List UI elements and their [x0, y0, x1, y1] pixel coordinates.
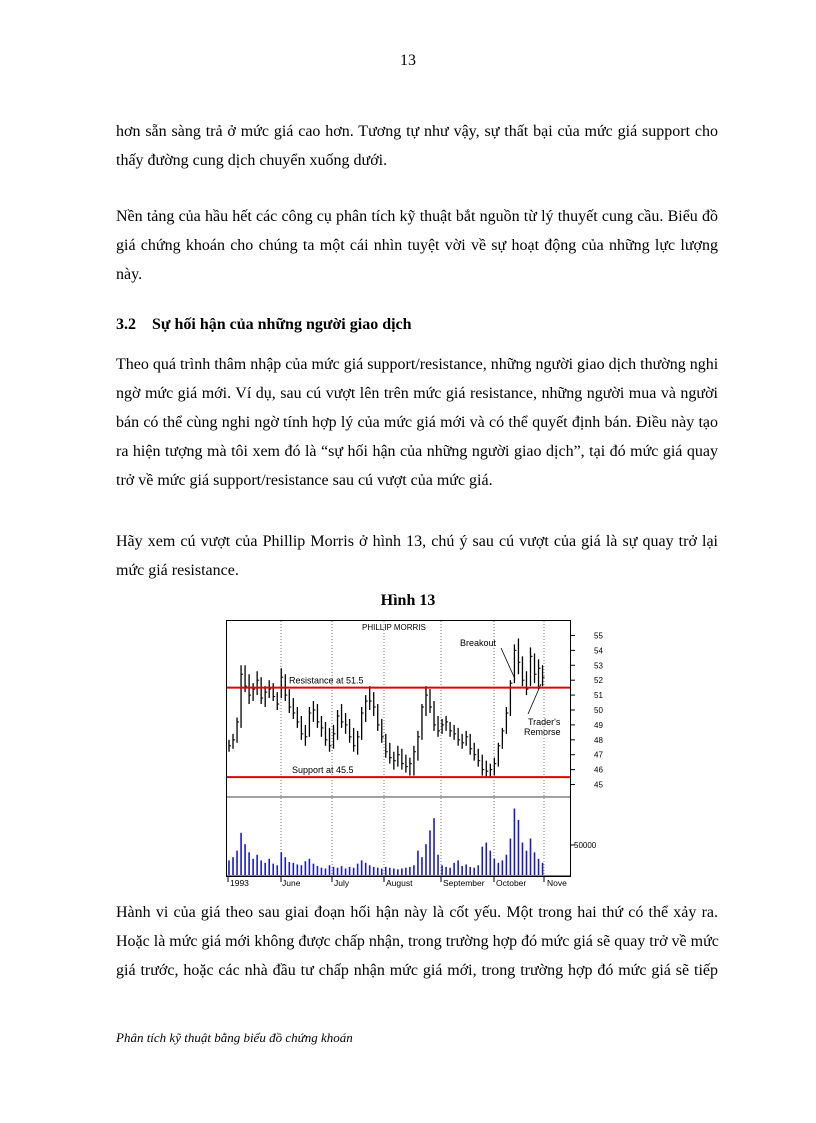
y-tick-label: 53: [594, 661, 603, 671]
breakout-label: Breakout: [460, 638, 497, 648]
y-tick-label: 49: [594, 720, 603, 730]
paragraph-3: [116, 350, 718, 495]
text-line: Hoặc là mức giá mới không được chấp nhận, trong trường hợp đó mức giá sẽ quay trở về mức: [116, 933, 719, 950]
y-tick-label: 50: [594, 706, 603, 715]
page-number: 13: [400, 52, 416, 69]
y-tick-label: 55: [594, 631, 603, 641]
text-line: ra hiện tượng mà tôi xem đó là “sự hối hận của những người giao dịch”, tại đó mức giá quay: [116, 443, 718, 460]
paragraph-5: [116, 898, 718, 985]
text-line: này.: [116, 266, 143, 283]
paragraph-1: [116, 117, 718, 175]
x-tick-label: July: [334, 878, 350, 888]
x-tick-label: June: [282, 878, 301, 888]
text-line: bán có thể cùng nghi ngờ tính hợp lý của mức giá mới và có thể quyết định bán. Điều này tạo: [116, 414, 718, 431]
y-tick-label: 47: [594, 750, 603, 760]
remorse-label-1: Trader's: [528, 717, 561, 727]
figure-title: Hình 13: [380, 592, 436, 609]
section-heading: [116, 316, 412, 334]
text-line: hơn sẵn sàng trả ở mức giá cao hơn. Tương tự như vậy, sự thất bại của mức giá support cho: [116, 123, 718, 140]
resistance-label: Resistance at 51.5: [289, 675, 364, 686]
remorse-label-2: Remorse: [524, 727, 561, 737]
text-line: Hãy xem cú vượt của Phillip Morris ở hình 13, chú ý sau cú vượt của giá là sự quay trở lại: [116, 533, 718, 550]
stock-chart-svg: [226, 620, 603, 890]
section-number: 3.2: [116, 316, 136, 333]
text-line: giá trước, hoặc các nhà đầu tư chấp nhận mức giá mới, trong trường hợp đó mức giá sẽ tiếp: [116, 962, 718, 979]
y-tick-label: 45: [594, 780, 603, 790]
x-tick-label: October: [496, 878, 527, 888]
stock-chart: [226, 620, 603, 890]
text-line: Theo quá trình thâm nhập của mức giá support/resistance, những người giao dịch thường nghi: [116, 356, 719, 373]
volume-tick-label: 50000: [574, 841, 597, 850]
text-line: thấy đường cung dịch chuyển xuống dưới.: [116, 152, 388, 169]
text-line: mức giá resistance.: [116, 562, 239, 579]
support-label: Support at 45.5: [292, 765, 354, 776]
section-title: Sự hối hận của những người giao dịch: [152, 316, 412, 333]
y-axis-ticks: [570, 631, 603, 789]
x-tick-label: 1993: [230, 878, 249, 888]
y-tick-label: 52: [594, 676, 603, 686]
text-line: Hành vi của giá theo sau giai đoạn hối hận này là cốt yếu. Một trong hai thứ có thể xảy ra.: [116, 904, 718, 921]
y-tick-label: 54: [594, 646, 603, 656]
text-line: Nền tảng của hầu hết các công cụ phân tích kỹ thuật bắt nguồn từ lý thuyết cung cầu. Biểu đồ: [116, 208, 718, 225]
x-tick-label: Nove: [547, 878, 567, 888]
text-line: trở về mức giá support/resistance sau cú vượt của mức giá.: [116, 472, 493, 489]
y-tick-label: 51: [594, 691, 603, 701]
y-tick-label: 46: [594, 765, 603, 775]
paragraph-4: [116, 527, 718, 585]
x-tick-label: August: [386, 878, 413, 888]
text-line: ngờ mức giá mới. Ví dụ, sau cú vượt lên trên mức giá resistance, những người mua và người: [116, 385, 718, 402]
paragraph-2: [116, 202, 718, 289]
text-line: giá chứng khoán cho chúng ta một cái nhìn tuyệt vời về sự hoạt động của những lực lượng: [116, 237, 718, 254]
x-tick-label: September: [443, 878, 485, 888]
page-footer: Phân tích kỹ thuật bằng biểu đồ chứng khoán: [116, 1030, 353, 1045]
y-tick-label: 48: [594, 735, 603, 745]
chart-title: PHILLIP MORRIS: [362, 623, 426, 632]
x-axis-labels: [228, 876, 567, 888]
